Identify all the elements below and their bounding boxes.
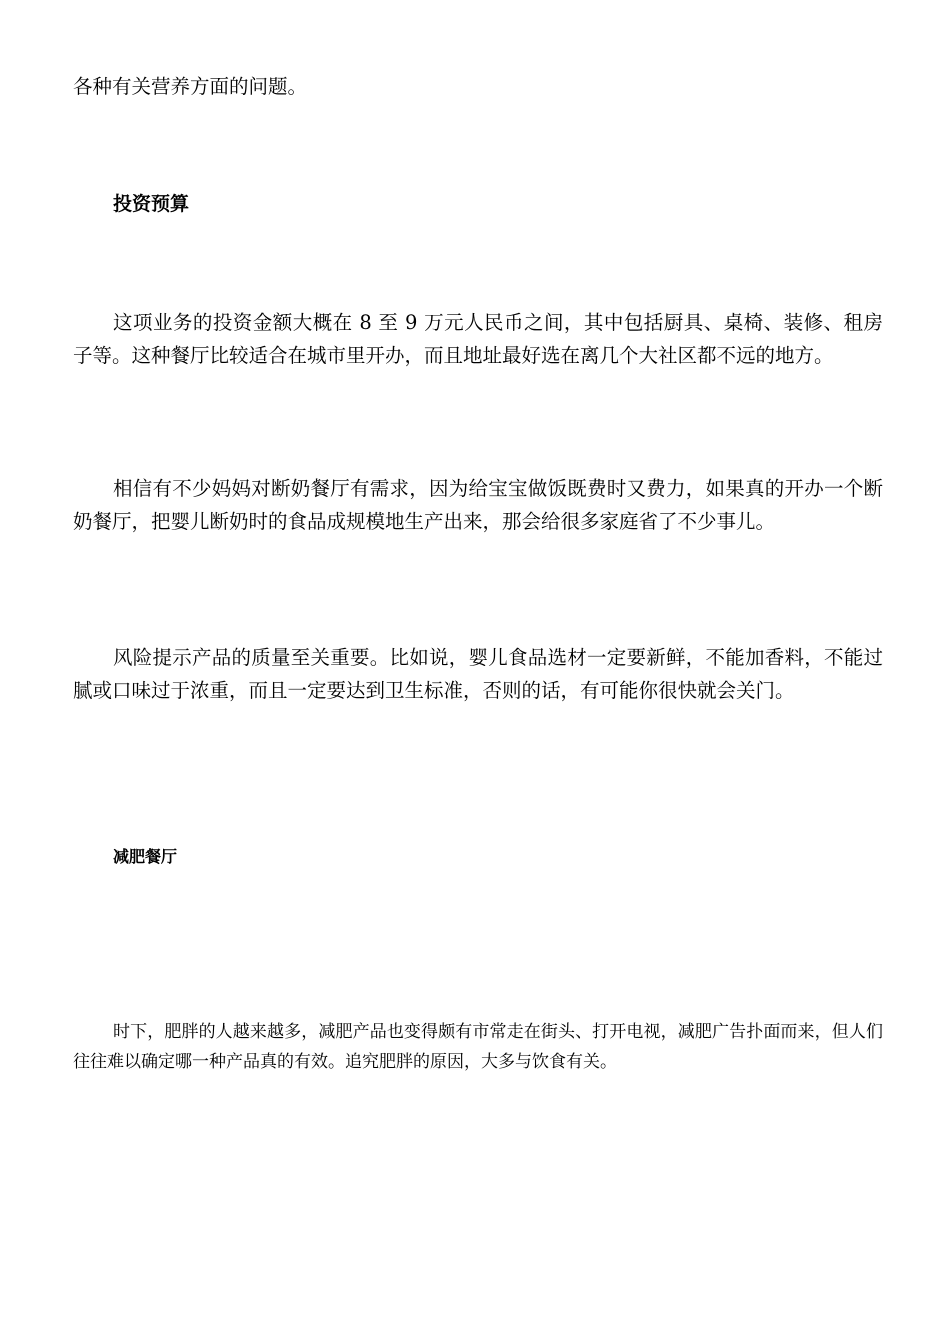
paragraph-weaning-demand: 相信有不少妈妈对断奶餐厅有需求，因为给宝宝做饭既费时又费力，如果真的开办一个断奶餐厅，把婴儿断奶时的食品成规模地生产出来，那会给很多家庭省了不少事儿。 (73, 477, 883, 533)
section-heading-budget: 投资预算 (113, 193, 190, 215)
paragraph-diet-intro: 时下，肥胖的人越来越多，减肥产品也变得颇有市常走在街头、打开电视，减肥广告扑面而来，但人们往往难以确定哪一种产品真的有效。追究肥胖的原因，大多与饮食有关。 (73, 1022, 883, 1072)
paragraph-risk-notice: 风险提示产品的质量至关重要。比如说，婴儿食品选材一定要新鲜，不能加香料，不能过腻或口味过于浓重，而且一定要达到卫生标准，否则的话，有可能你很快就会关门。 (73, 646, 883, 702)
continuation-paragraph: 各种有关营养方面的问题。 (73, 75, 308, 98)
section-heading-diet: 减肥餐厅 (113, 847, 178, 866)
paragraph-budget-amount: 这项业务的投资金额大概在 8 至 9 万元人民币之间，其中包括厨具、桌椅、装修、租房子等。这种餐厅比较适合在城市里开办，而且地址最好选在离几个大社区都不远的地方。 (73, 311, 883, 367)
